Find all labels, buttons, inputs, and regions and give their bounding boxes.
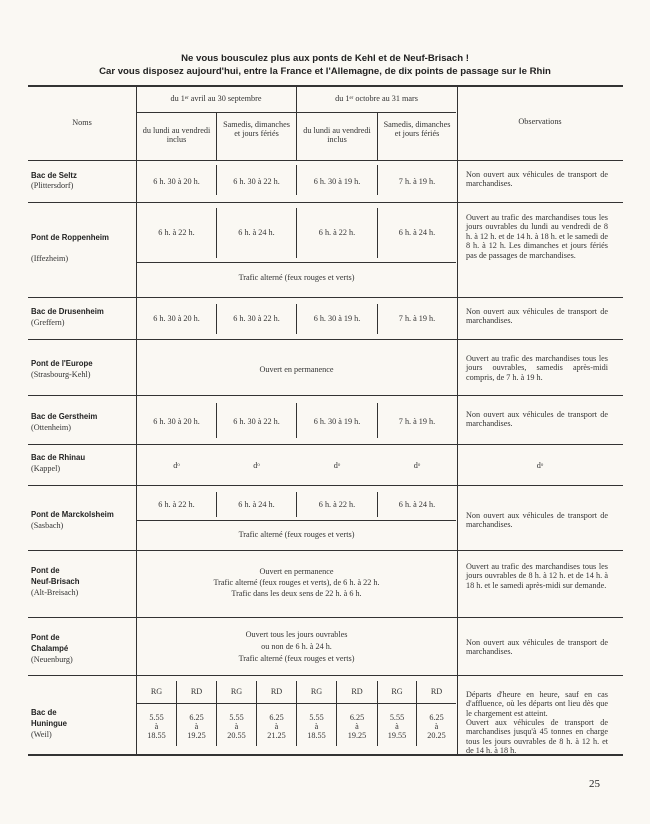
heading-line-2: Car vous disposez aujourd'hui, entre la France et l'Allemagne, de dix points de passage sur le Rhin — [99, 66, 551, 77]
row-note: Trafic alterné (feux rouges et verts) — [238, 530, 355, 539]
row-line: Trafic alterné (feux rouges et verts) — [238, 654, 355, 663]
a-word: à — [194, 722, 199, 731]
header-period-1: du 1ᵉʳ avril au 30 septembre — [170, 94, 262, 103]
row-place: (Kappel) — [31, 464, 61, 473]
cell: 6 h. à 22 h. — [158, 500, 195, 509]
row-line: Ouvert tous les jours ouvrables — [245, 630, 348, 639]
observation: dᵒ — [536, 461, 544, 470]
bank-label: RD — [430, 687, 443, 696]
cell: 6 h. à 24 h. — [398, 500, 436, 509]
end-time: 19.55 — [387, 731, 407, 740]
end-time: 21.25 — [267, 731, 286, 740]
row-line: ou non de 6 h. à 24 h. — [261, 642, 332, 651]
observation: Non ouvert aux véhicules de transport de marchandises. — [466, 307, 608, 326]
cell: 6 h. 30 à 22 h. — [233, 314, 280, 323]
bank-label: RG — [230, 687, 243, 696]
observation: Non ouvert aux véhicules de transport de marchandises. — [466, 511, 608, 530]
cell: 6 h. 30 à 19 h. — [313, 314, 361, 323]
row-place: (Greffern) — [31, 318, 65, 327]
end-time: 20.25 — [427, 731, 446, 740]
header-noms: Noms — [72, 118, 92, 127]
row-name: Bac de Rhinau — [31, 453, 86, 462]
observation: Non ouvert aux véhicules de transport de marchandises. — [466, 170, 608, 189]
row-name-line-2: Neuf-Brisach — [31, 577, 80, 586]
cell: dᵒ — [173, 461, 180, 470]
row-name-line-2: Huningue — [31, 719, 67, 728]
header-period-2: du 1ᵉʳ octobre au 31 mars — [335, 94, 418, 103]
row-name: Bac de Gerstheim — [31, 412, 98, 421]
header-weekend-2: Samedis, dimanches et jours fériés — [383, 120, 451, 139]
row-name: Bac de Drusenheim — [31, 307, 104, 316]
row-place: (Weil) — [31, 730, 52, 739]
row-name: Bac de Seltz — [31, 171, 77, 180]
bank-label: RD — [270, 687, 283, 696]
bank-label: RD — [351, 687, 363, 696]
start-time: 5.55 — [309, 713, 324, 722]
observation-1: Départs d'heure en heure, sauf en cas d'affluence, où les départs ont lieu dès que le chargement est atteint. — [466, 690, 608, 718]
row-note: Ouvert en permanence — [259, 365, 334, 374]
observation-2: Ouvert aux véhicules de transport de marchandises jusqu'à 45 tonnes en charge tous les jours ouvrables de 8 h. à 12 h. et de 14 h. à 18 h. — [466, 718, 608, 756]
cell: 6 h. 30 à 22 h. — [233, 417, 280, 426]
cell: dᵒ — [413, 461, 421, 470]
start-time: 6.25 — [189, 713, 204, 722]
cell: 6 h. à 24 h. — [238, 500, 275, 509]
cell: 6 h. à 22 h. — [318, 500, 356, 509]
a-word: à — [395, 722, 399, 731]
cell: 6 h. à 22 h. — [158, 228, 195, 237]
row-place: (Neuenburg) — [31, 655, 73, 664]
header-weekday-1: du lundi au vendredi inclus — [142, 126, 211, 145]
row-name: Pont de Marckolsheim — [31, 510, 114, 519]
row-line: Ouvert en permanence — [259, 567, 334, 576]
end-time: 19.25 — [347, 731, 367, 740]
cell: 7 h. à 19 h. — [398, 314, 436, 323]
end-time: 18.55 — [307, 731, 326, 740]
bank-label: RG — [150, 687, 163, 696]
cell: 6 h. à 22 h. — [318, 228, 356, 237]
heading-line-1: Ne vous bousculez plus aux ponts de Kehl et de Neuf-Brisach ! — [181, 53, 469, 64]
start-time: 5.55 — [389, 713, 405, 722]
a-word: à — [274, 722, 279, 731]
a-word: à — [234, 722, 239, 731]
cell: 6 h. 30 à 19 h. — [313, 177, 361, 186]
bank-label: RG — [310, 687, 323, 696]
a-word: à — [355, 722, 359, 731]
cell: 6 h. à 24 h. — [238, 228, 275, 237]
header-weekend-1: Samedis, dimanches et jours fériés — [223, 120, 290, 139]
cell: 6 h. 30 à 22 h. — [233, 177, 280, 186]
bank-label: RG — [391, 687, 403, 696]
cell: 6 h. à 24 h. — [398, 228, 436, 237]
page-number: 25 — [589, 778, 600, 790]
row-place: (Alt-Breisach) — [31, 588, 79, 597]
cell: dᵒ — [253, 461, 260, 470]
cell: 7 h. à 19 h. — [398, 417, 436, 426]
start-time: 6.25 — [269, 713, 284, 722]
cell: 6 h. 30 à 19 h. — [313, 417, 361, 426]
header-weekday-2: du lundi au vendredi inclus — [303, 126, 371, 145]
cell: 6 h. 30 à 20 h. — [153, 314, 200, 323]
row-name-line-1: Pont de — [31, 566, 60, 575]
row-name-line-1: Pont de — [31, 633, 60, 642]
end-time: 19.25 — [187, 731, 206, 740]
cell: 6 h. 30 à 20 h. — [153, 417, 200, 426]
row-place: (Sasbach) — [31, 521, 64, 530]
observation: Ouvert au trafic des marchandises tous les jours ouvrables, samedis après-midi compris, de 7 h. à 19 h. — [466, 354, 608, 382]
start-time: 6.25 — [429, 713, 444, 722]
row-place: (Iffezheim) — [31, 254, 69, 263]
observation: Non ouvert aux véhicules de transport de marchandises. — [466, 638, 608, 657]
row-note: Trafic alterné (feux rouges et verts) — [238, 273, 355, 282]
row-place: (Plittersdorf) — [31, 181, 74, 190]
cell: 7 h. à 19 h. — [398, 177, 436, 186]
a-word: à — [314, 722, 319, 731]
row-place: (Ottenheim) — [31, 423, 72, 432]
cell: 6 h. 30 à 20 h. — [153, 177, 200, 186]
row-name: Pont de Roppenheim — [31, 233, 109, 242]
row-line: Trafic alterné (feux rouges et verts), de 6 h. à 22 h. — [213, 578, 380, 587]
observation: Ouvert au trafic des marchandises tous les jours ouvrables de 8 h. à 12 h. et de 14 h. à 18 h. et le samedi après-midi sur demande. — [466, 562, 608, 590]
a-word: à — [154, 722, 159, 731]
start-time: 6.25 — [349, 713, 365, 722]
row-name: Pont de l'Europe — [31, 359, 93, 368]
bank-label: RD — [190, 687, 203, 696]
row-name-line-1: Bac de — [31, 708, 57, 717]
observation: Ouvert au trafic des marchandises tous les jours ouvrables du lundi au vendredi de 8 h. à 12 h. et de 14 h. à 18 h. et le samedi de 8 h. à 12 h. Les dimanches et jours fériés pas de passages de marchandises. — [466, 213, 608, 260]
header-observations: Observations — [518, 117, 562, 126]
end-time: 18.55 — [147, 731, 166, 740]
start-time: 5.55 — [149, 713, 164, 722]
start-time: 5.55 — [229, 713, 244, 722]
row-place: (Strasbourg-Kehl) — [31, 370, 91, 379]
row-line: Trafic dans les deux sens de 22 h. à 6 h. — [231, 589, 362, 598]
row-name-line-2: Chalampé — [31, 644, 69, 653]
cell: dᵒ — [333, 461, 341, 470]
end-time: 20.55 — [227, 731, 246, 740]
a-word: à — [434, 722, 439, 731]
observation: Non ouvert aux véhicules de transport de marchandises. — [466, 410, 608, 429]
